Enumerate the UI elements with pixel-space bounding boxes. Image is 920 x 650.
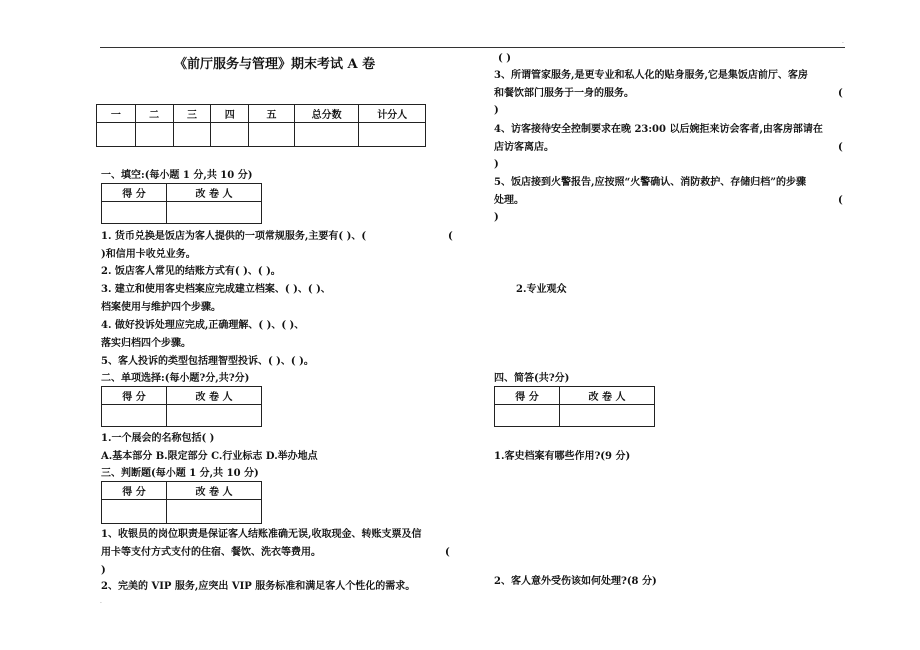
section3-heading: 三、判断题(每小题 1 分,共 10 分) xyxy=(101,468,259,479)
judge-q3-line2: 和餐饮部门服务于一身的服务。 xyxy=(494,88,634,99)
score-label: 得 分 xyxy=(495,387,560,405)
fill-blank-q1: 1. 货币兑换是饭店为客人提供的一项常规服务,主要有( )、( xyxy=(101,231,367,242)
grader-box-1 xyxy=(101,183,262,224)
score-header-total: 总分数 xyxy=(294,105,359,123)
essay-q2: 2、客人意外受伤该如何处理?(8 分) xyxy=(494,576,657,587)
choice-q1-options: A.基本部分 B.限定部分 C.行业标志 D.举办地点 xyxy=(101,451,318,462)
judge-q5-paren-open: ( xyxy=(838,195,843,206)
score-cell xyxy=(173,123,211,147)
score-cell xyxy=(359,123,426,147)
score-header-2: 二 xyxy=(135,105,173,123)
judge-q1-line1: 1、收银员的岗位职责是保证客人结账准确无误,收取现金、转账支票及信 xyxy=(101,529,422,540)
grader-label: 改 卷 人 xyxy=(167,387,262,405)
judge-q5-line1: 5、饭店接到火警报告,应按照“火警确认、消防救护、存储归档”的步骤 xyxy=(494,177,806,188)
judge-q3-line1: 3、所谓管家服务,是更专业和私人化的贴身服务,它是集饭店前厅、客房 xyxy=(494,70,808,81)
judge-q5-line2: 处理。 xyxy=(494,195,524,206)
judge-q3-paren-open: ( xyxy=(838,88,843,99)
score-header-3: 三 xyxy=(173,105,211,123)
section1-heading: 一、填空:(每小题 1 分,共 10 分) xyxy=(101,170,253,181)
fill-blank-q2: 2. 饭店客人常见的结账方式有( )、( )。 xyxy=(101,266,281,277)
score-label: 得 分 xyxy=(102,184,167,202)
score-header-grader: 计分人 xyxy=(359,105,426,123)
judge-q2: 2、完美的 VIP 服务,应突出 VIP 服务标准和满足客人个性化的需求。 xyxy=(101,581,416,592)
fill-blank-q3: 3. 建立和使用客史档案应完成建立档案、( )、( )、 xyxy=(101,284,331,295)
score-cell xyxy=(135,123,173,147)
score-label: 得 分 xyxy=(102,482,167,500)
grader-label: 改 卷 人 xyxy=(560,387,655,405)
stray-item: 2.专业观众 xyxy=(516,284,567,295)
judge-q1-paren-open: ( xyxy=(445,547,450,558)
score-label: 得 分 xyxy=(102,387,167,405)
score-cell xyxy=(294,123,359,147)
score-header-5: 五 xyxy=(249,105,295,123)
corner-dot: · xyxy=(842,40,844,47)
page-title: 《前厅服务与管理》期末考试 A 卷 xyxy=(174,57,376,72)
fill-blank-q5: 5、客人投诉的类型包括理智型投诉、( )、( )。 xyxy=(101,356,314,367)
essay-q1: 1.客史档案有哪些作用?(9 分) xyxy=(494,451,631,462)
score-cell xyxy=(249,123,295,147)
score-header-4: 四 xyxy=(211,105,249,123)
choice-q1: 1.一个展会的名称包括( ) xyxy=(101,433,215,444)
grader-label: 改 卷 人 xyxy=(167,482,262,500)
judge-q4-paren-close: ) xyxy=(494,159,499,170)
grader-box-3 xyxy=(101,481,262,524)
section2-heading: 二、单项选择:(每小题?分,共?分) xyxy=(101,373,250,384)
right-top-paren: ( ) xyxy=(498,53,511,64)
score-header-1: 一 xyxy=(97,105,136,123)
grader-box-2 xyxy=(101,386,262,427)
judge-q4-line1: 4、访客接待安全控制要求在晚 23:00 以后婉拒来访会客者,由客房部请在 xyxy=(494,124,823,135)
fill-blank-q1-end: ( xyxy=(448,231,453,242)
fill-blank-q4: 4. 做好投诉处理应完成,正确理解、( )、( )、 xyxy=(101,320,305,331)
top-rule xyxy=(100,47,845,48)
judge-q3-paren-close: ) xyxy=(494,105,499,116)
fill-blank-q4-cont: 落实归档四个步骤。 xyxy=(101,338,191,349)
score-cell xyxy=(97,123,136,147)
judge-q1-paren-close: ) xyxy=(101,565,106,576)
score-table xyxy=(96,104,426,147)
judge-q5-paren-close: ) xyxy=(494,212,499,223)
judge-q4-line2: 店访客离店。 xyxy=(494,142,554,153)
judge-q1-line2: 用卡等支付方式支付的住宿、餐饮、洗衣等费用。 xyxy=(101,547,321,558)
grader-label: 改 卷 人 xyxy=(167,184,262,202)
corner-dot: · xyxy=(100,600,102,607)
score-cell xyxy=(211,123,249,147)
fill-blank-q3-cont: 档案使用与维护四个步骤。 xyxy=(101,302,221,313)
section4-heading: 四、简答(共?分) xyxy=(494,373,570,384)
fill-blank-q1-cont: )和信用卡收兑业务。 xyxy=(101,249,196,260)
judge-q4-paren-open: ( xyxy=(838,142,843,153)
grader-box-4 xyxy=(494,386,655,427)
